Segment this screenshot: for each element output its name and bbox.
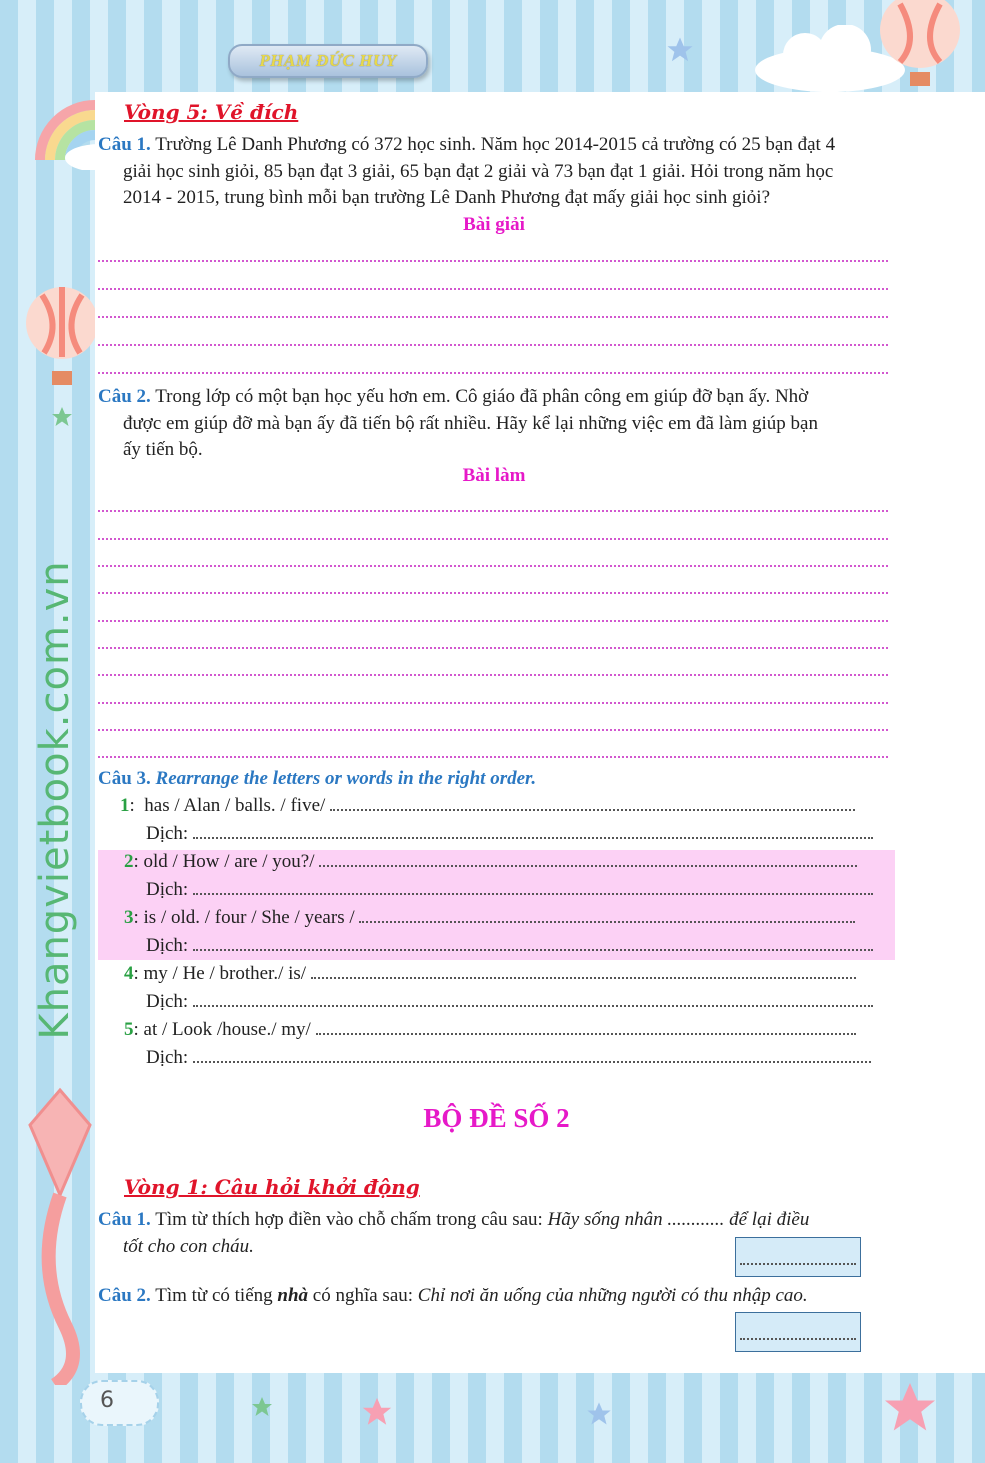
answer-blank[interactable] [316, 1033, 856, 1035]
question-instruction: Rearrange the letters or words in the right order. [155, 768, 537, 789]
star-icon [585, 1400, 613, 1428]
translation-line: Dịch: [146, 1047, 938, 1069]
set2-question-2 [98, 1283, 890, 1310]
answer-line[interactable] [98, 729, 888, 731]
item-words: old / How / are / you?/ [143, 851, 315, 872]
answer-line[interactable] [98, 510, 888, 512]
question-label: Câu 1. [98, 1209, 151, 1230]
translation-line: Dịch: [146, 935, 938, 957]
question-label: Câu 2. [98, 1285, 151, 1306]
question-text: Tìm từ có tiếng [155, 1285, 273, 1306]
answer-title: Bài làm [462, 465, 526, 486]
answer-box[interactable] [735, 1237, 861, 1277]
answer-blank[interactable] [311, 977, 856, 979]
translation-line: Dịch: [146, 991, 938, 1013]
worksheet-page [95, 92, 985, 1373]
round5-question-2 [98, 384, 890, 464]
answer-title: Bài giải [463, 214, 525, 235]
kite-decoration [25, 1085, 95, 1385]
question-label: Câu 1. [98, 134, 151, 155]
question-text: giải học sinh giỏi, 85 bạn đạt 3 giải, 65 bạn đạt 2 giải và 73 bạn đạt 1 giải. Hỏi trong năm học [123, 160, 834, 182]
answer-line[interactable] [98, 620, 888, 622]
answer-blank[interactable] [330, 809, 855, 811]
item-number: 1 [120, 795, 130, 816]
exercise-item-3: 3: is / old. / four / She / years / [124, 907, 916, 929]
balloon-decoration [22, 285, 102, 395]
question-keyword: nhà [277, 1285, 309, 1306]
item-words: my / He / brother./ is/ [143, 963, 307, 984]
item-number: 3 [124, 907, 134, 928]
question-text: 2014 - 2015, trung bình mỗi bạn trường Lê Danh Phương đạt mấy giải học sinh giỏi? [123, 187, 771, 208]
question-text: được em giúp đỡ mà bạn ấy đã tiến bộ rất nhiều. Hãy kể lại những việc em đã làm giúp bạn [123, 412, 818, 434]
author-header: PHẠM ĐỨC HUY [228, 44, 428, 78]
item-words: is / old. / four / She / years / [143, 907, 355, 928]
exercise-item-1: 1: has / Alan / balls. / five/ [120, 795, 912, 817]
answer-box[interactable] [735, 1312, 861, 1352]
answer-line[interactable] [98, 647, 888, 649]
round5-title: Vòng 5: Về đích [124, 100, 299, 124]
answer-line[interactable] [98, 288, 888, 290]
star-icon [665, 35, 695, 65]
item-number: 2 [124, 851, 134, 872]
question-text: Tìm từ thích hợp điền vào chỗ chấm trong câu sau: [155, 1209, 543, 1230]
round5-question-3 [98, 766, 890, 793]
set-title: BỘ ĐỀ SỐ 2 [423, 1103, 570, 1133]
watermark: Khangvietbook.com.vn [32, 560, 78, 1040]
question-text: Trong lớp có một bạn học yếu hơn em. Cô giáo đã phân công em giúp đỡ bạn ấy. Nhờ [155, 386, 809, 407]
answer-line[interactable] [98, 592, 888, 594]
translation-line: Dịch: [146, 879, 938, 901]
answer-line[interactable] [98, 260, 888, 262]
answer-line[interactable] [98, 344, 888, 346]
balloon-decoration [870, 0, 970, 95]
question-text: có nghĩa sau: [312, 1285, 414, 1306]
item-words: at / Look /house./ my/ [143, 1019, 311, 1040]
item-words: has / Alan / balls. / five/ [144, 795, 326, 816]
star-icon [360, 1395, 394, 1429]
translation-line: Dịch: [146, 823, 938, 845]
translation-blank[interactable] [193, 1005, 873, 1007]
answer-line[interactable] [98, 702, 888, 704]
round1-title: Vòng 1: Câu hỏi khởi động [124, 1175, 420, 1199]
answer-line[interactable] [98, 538, 888, 540]
page-number: 6 [80, 1380, 159, 1426]
exercise-item-4: 4: my / He / brother./ is/ [124, 963, 916, 985]
answer-line[interactable] [98, 674, 888, 676]
question-text: ấy tiến bộ. [123, 439, 203, 460]
question-label: Câu 2. [98, 386, 151, 407]
question-sentence: Hãy sống nhân ............ để lại điều [547, 1209, 810, 1230]
answer-line[interactable] [98, 372, 888, 374]
answer-line[interactable] [98, 756, 888, 758]
question-sentence: Chỉ nơi ăn uống của những người có thu nhập cao. [417, 1285, 808, 1306]
translation-blank[interactable] [193, 949, 873, 951]
answer-line[interactable] [98, 565, 888, 567]
item-number: 5 [124, 1019, 134, 1040]
exercise-item-5: 5: at / Look /house./ my/ [124, 1019, 916, 1041]
star-icon [250, 1395, 274, 1419]
round5-question-1 [98, 132, 890, 212]
translation-blank[interactable] [193, 1061, 871, 1063]
question-label: Câu 3. [98, 768, 151, 789]
item-number: 4 [124, 963, 134, 984]
question-text: Trường Lê Danh Phương có 372 học sinh. Năm học 2014-2015 cả trường có 25 bạn đạt 4 [155, 134, 836, 155]
question-sentence: tốt cho con cháu. [123, 1235, 254, 1257]
translation-blank[interactable] [193, 893, 873, 895]
star-icon [50, 405, 74, 429]
exercise-item-2: 2: old / How / are / you?/ [124, 851, 916, 873]
answer-blank[interactable] [319, 865, 857, 867]
star-icon [880, 1378, 940, 1438]
answer-line[interactable] [98, 316, 888, 318]
translation-blank[interactable] [193, 837, 873, 839]
answer-blank[interactable] [359, 921, 855, 923]
